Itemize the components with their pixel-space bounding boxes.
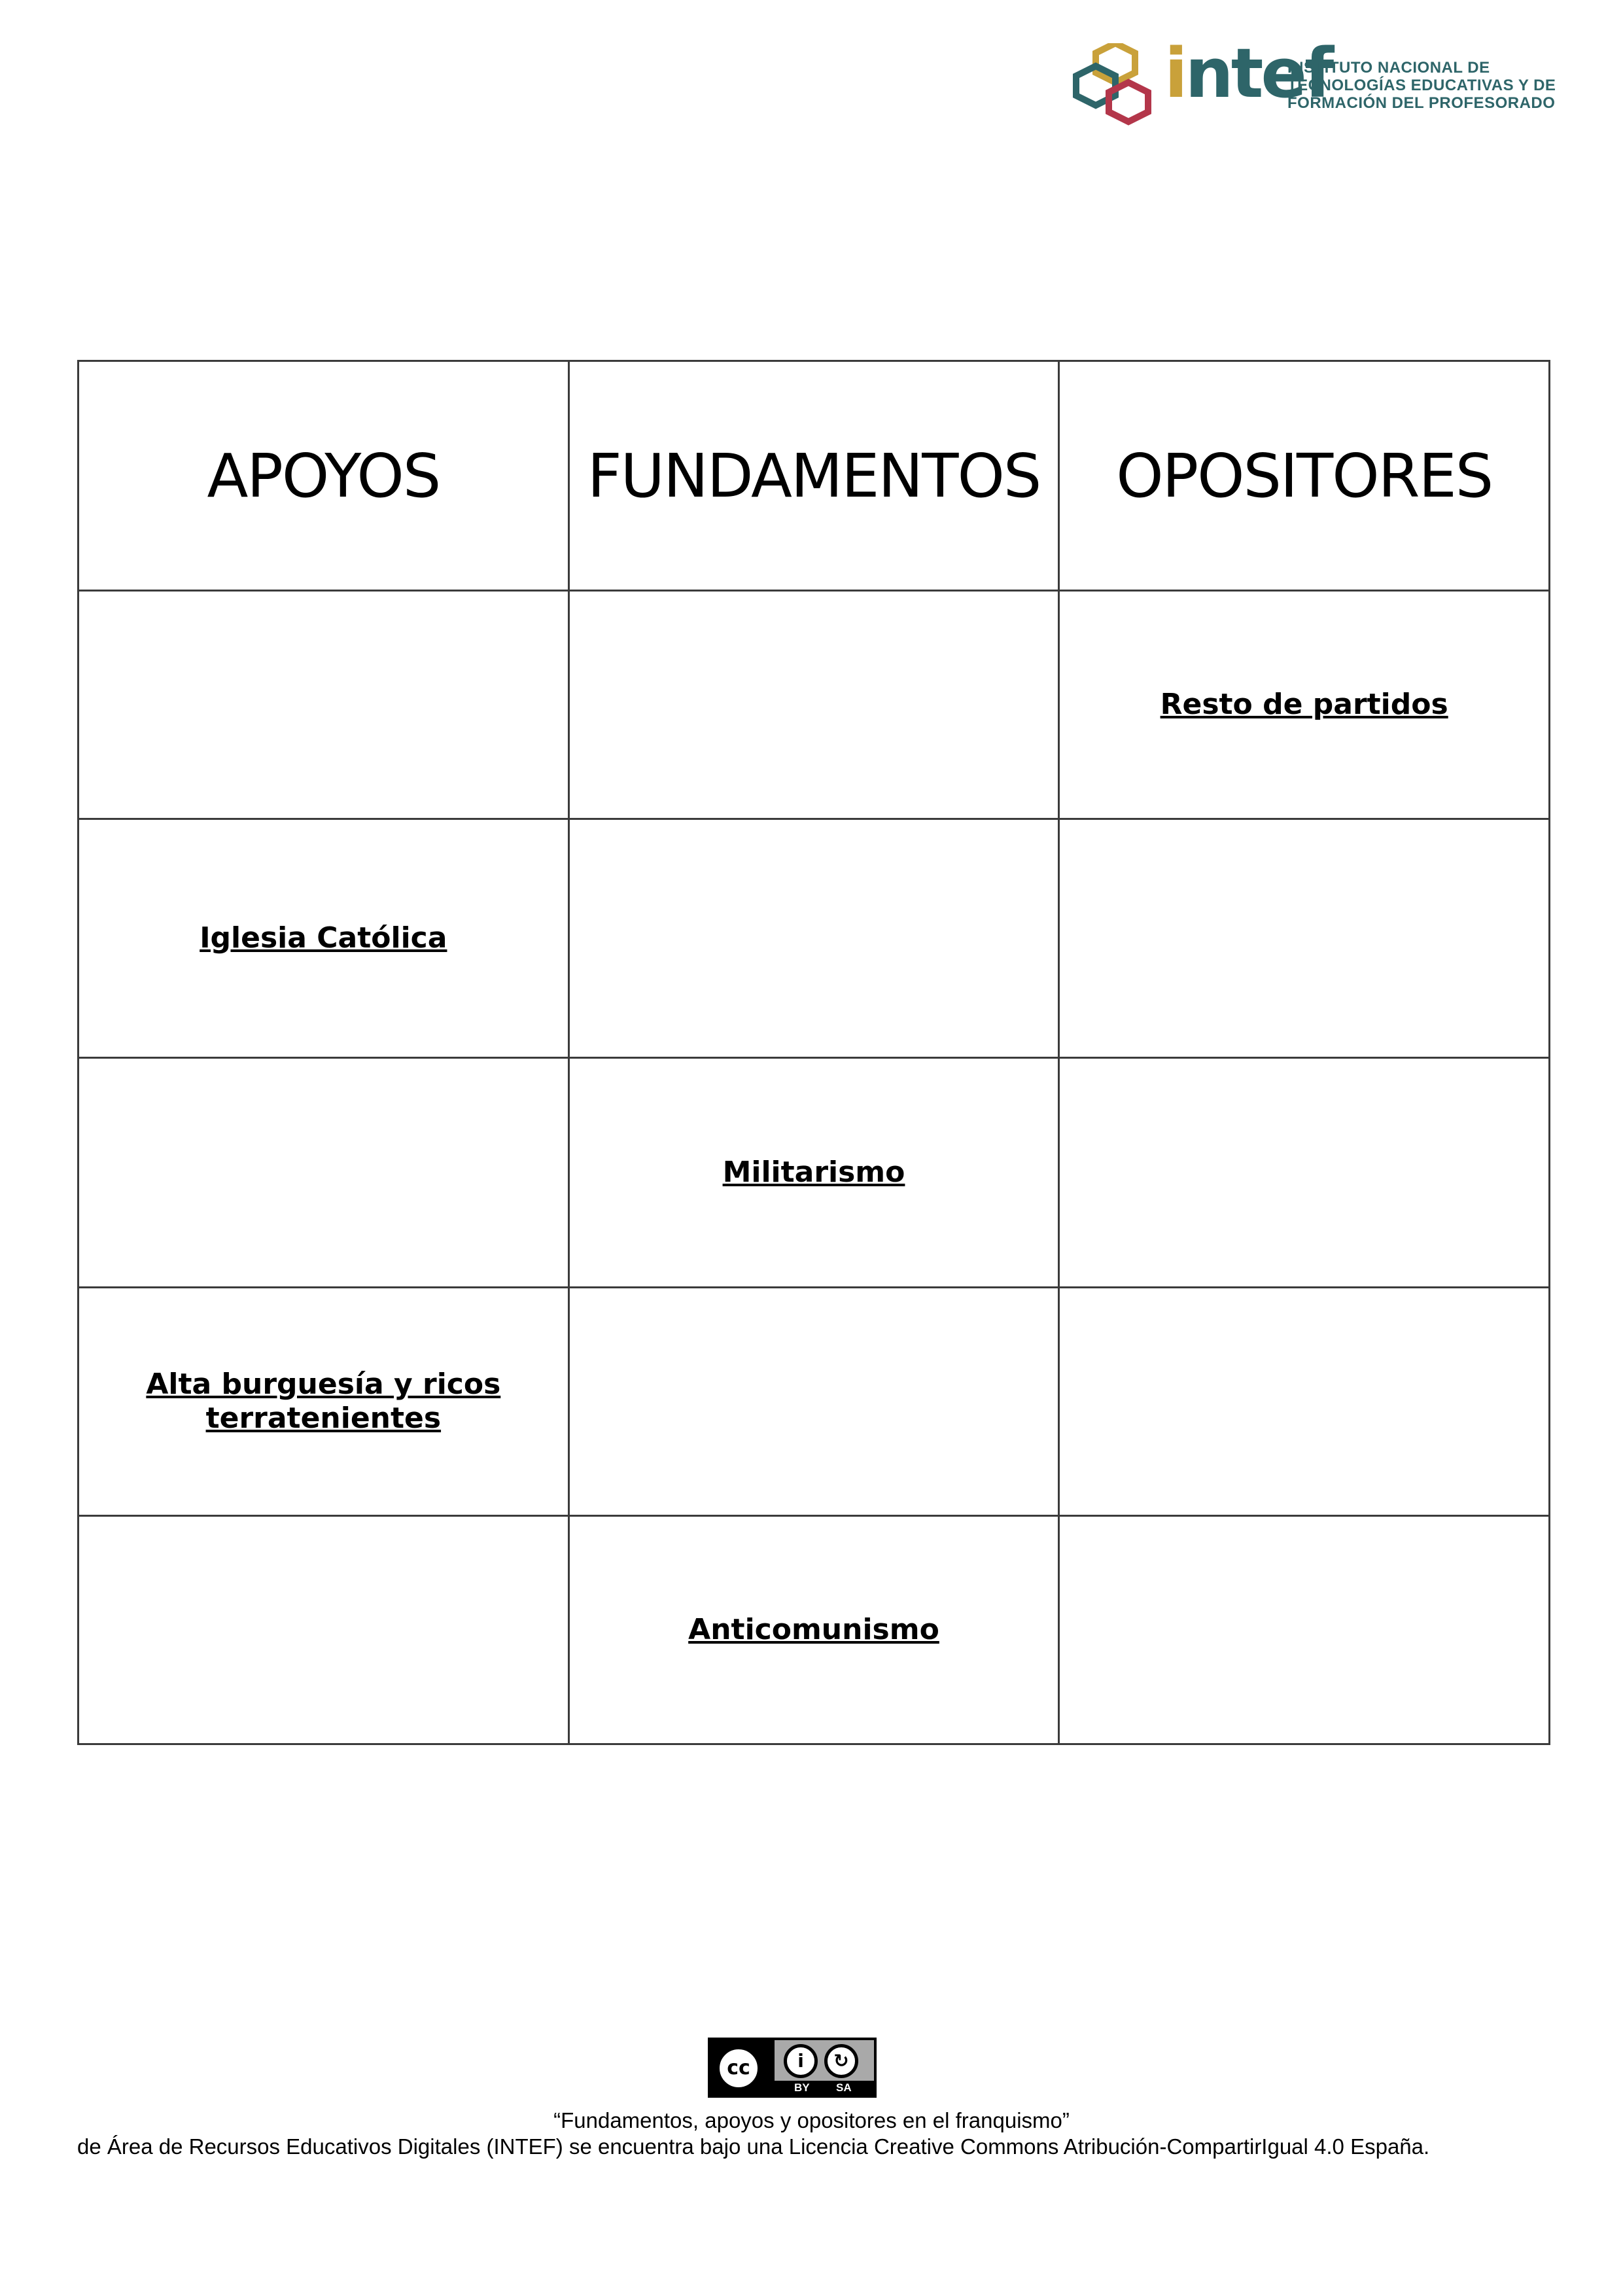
license-text: de Área de Recursos Educativos Digitales (INTEF) se encuentra bajo una Licencia Creative Commons Atribución-CompartirIgual 4.0 España. xyxy=(77,2134,1430,2159)
table-cell xyxy=(1059,1288,1550,1516)
intef-subtitle-line: FORMACIÓN DEL PROFESORADO xyxy=(1287,94,1556,112)
cc-sa-label: SA xyxy=(836,2081,852,2094)
cc-left-panel xyxy=(710,2040,775,2095)
intef-logo xyxy=(1073,33,1556,128)
table-cell xyxy=(1059,819,1550,1058)
table-row xyxy=(79,591,1550,819)
table-cell: Militarismo xyxy=(568,1058,1059,1288)
table-cell xyxy=(79,1058,569,1288)
table-cell xyxy=(1059,1516,1550,1744)
table-cell: Anticomunismo xyxy=(568,1516,1059,1744)
cc-label-strip xyxy=(775,2081,874,2095)
table-cell xyxy=(568,819,1059,1058)
table-cell: Resto de partidos xyxy=(1059,591,1550,819)
table-row xyxy=(79,1288,1550,1516)
header-opositores: OPOSITORES xyxy=(1059,361,1550,591)
intef-subtitle-line: INSTITUTO NACIONAL DE xyxy=(1287,59,1490,77)
table-cell xyxy=(1059,1058,1550,1288)
cc-by-sa-badge[interactable] xyxy=(708,2038,877,2098)
cc-by-label: BY xyxy=(794,2081,810,2094)
table-cell xyxy=(79,1516,569,1744)
table-cell xyxy=(79,591,569,819)
intef-subtitle-line: TECNOLOGÍAS EDUCATIVAS Y DE xyxy=(1287,77,1556,94)
table-row xyxy=(79,819,1550,1058)
table-row xyxy=(79,1058,1550,1288)
header-apoyos: APOYOS xyxy=(79,361,569,591)
table-row xyxy=(79,1516,1550,1744)
table-cell xyxy=(568,591,1059,819)
table-header-row xyxy=(79,361,1550,591)
work-title: “Fundamentos, apoyos y opositores en el franquismo” xyxy=(553,2108,1070,2132)
share-alike-icon: ↻ xyxy=(824,2044,858,2078)
header-fundamentos: FUNDAMENTOS xyxy=(568,361,1059,591)
table-cell: Iglesia Católica xyxy=(79,819,569,1058)
table-cell: Alta burguesía y ricos terratenientes xyxy=(79,1288,569,1516)
table-cell xyxy=(568,1288,1059,1516)
intef-wordmark-rest: ntef xyxy=(1185,33,1332,113)
cc-icon: cc xyxy=(716,2045,761,2091)
intef-subtitle xyxy=(1287,59,1556,112)
intef-wordmark-i: i xyxy=(1164,33,1185,113)
intef-logo-mark-icon xyxy=(1073,43,1158,128)
attribution-icon: i xyxy=(784,2044,818,2078)
franquismo-table xyxy=(77,360,1550,1734)
